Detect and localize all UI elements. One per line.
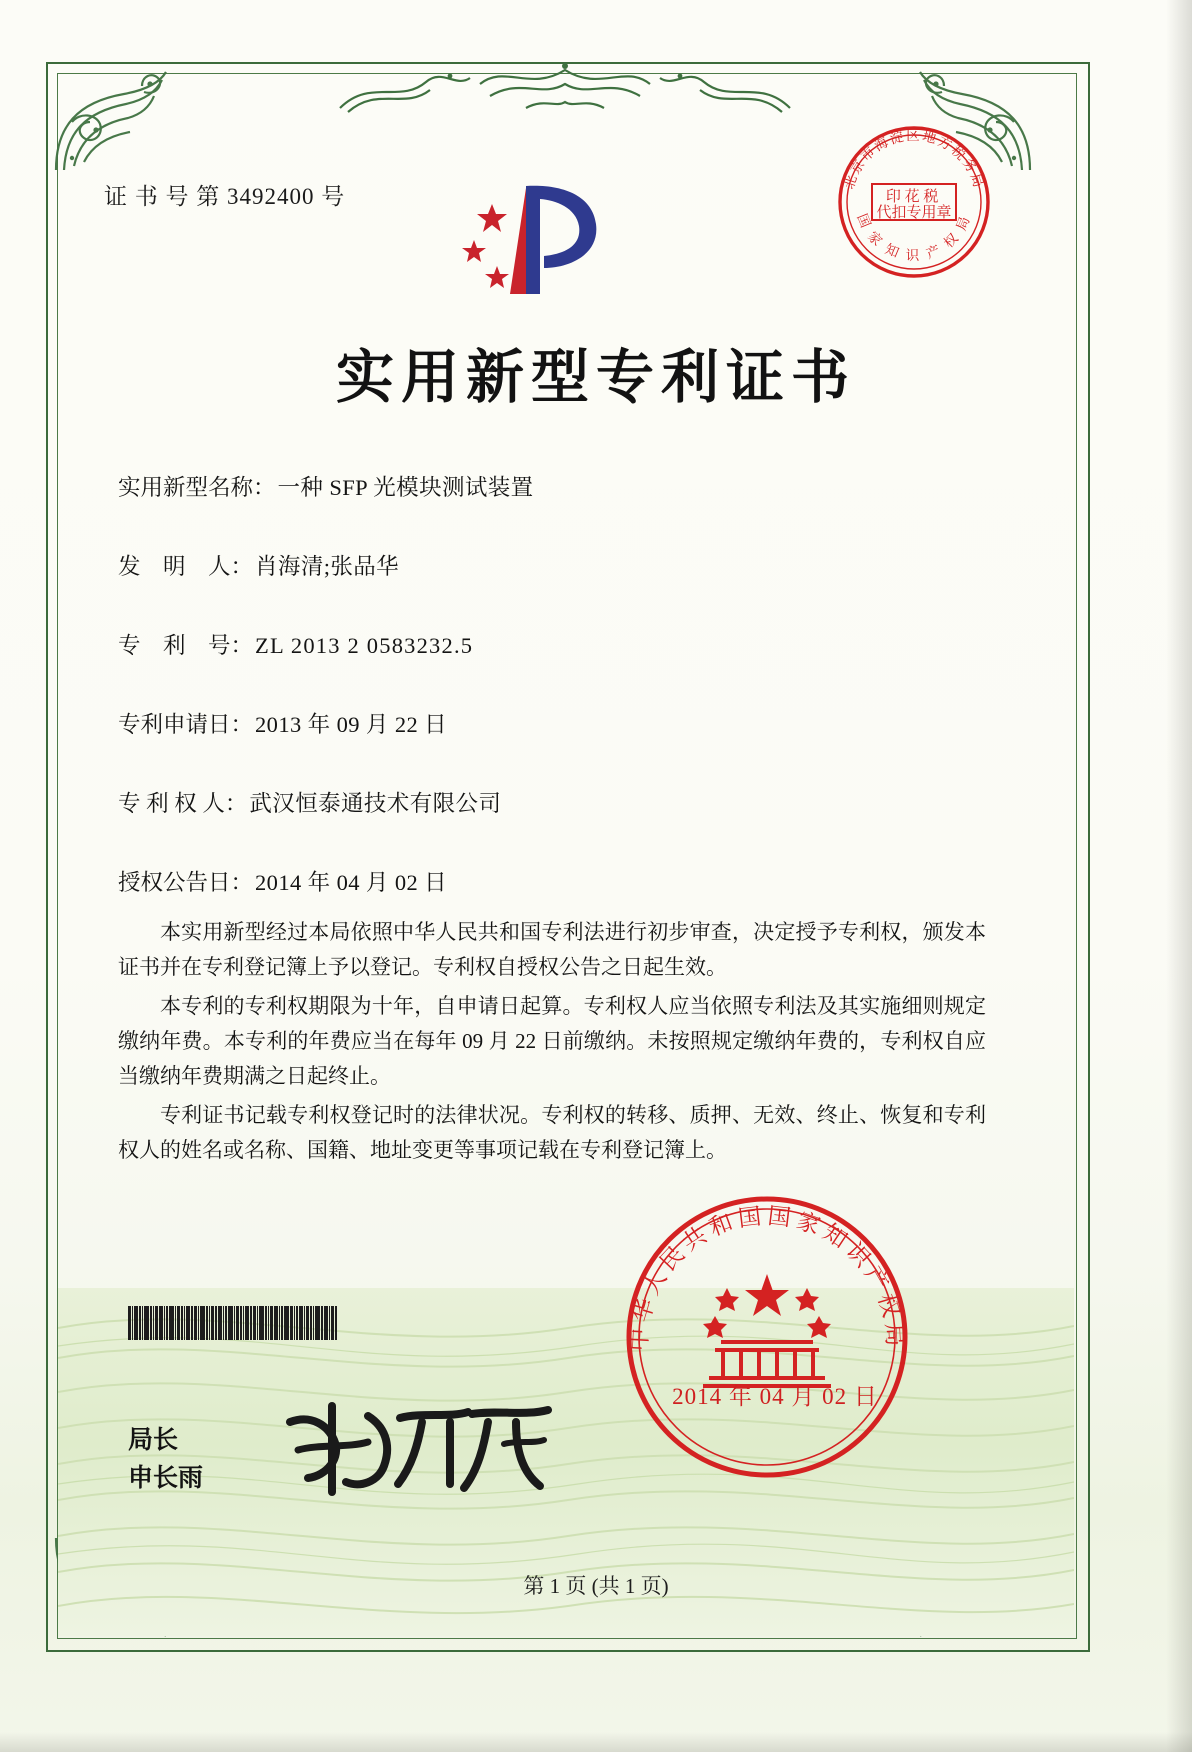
field-value: 2014 年 04 月 02 日 [255,870,448,895]
barcode-icon [128,1306,416,1340]
page-title: 实用新型专利证书 [335,343,856,411]
field-utility-model-name [118,470,998,502]
field-inventor [118,549,998,581]
field-patentee [118,786,998,818]
certificate-number: 证 书 号 第 3492400 号 [104,184,346,209]
national-seal-icon [622,1192,912,1482]
field-value: ZL 2013 2 0583232.5 [255,633,474,658]
field-grant-announcement-date [118,865,998,897]
scan-edge-bottom [0,1732,1192,1752]
seal-date: 2014 年 04 月 02 日 [672,1384,878,1409]
signature-title-line2: 申长雨 [128,1465,204,1492]
field-list [118,470,998,944]
tax-stamp-icon [832,120,996,284]
field-value: 肖海清;张品华 [255,554,400,579]
top-ornament-decoration [330,58,800,116]
svg-text:印 花 税 代扣专用章: 印 花 税 代扣专用章 [876,189,952,221]
page-number: 第 1 页 (共 1 页) [523,1574,669,1598]
corner-ornament-top-left [50,66,182,176]
field-label: 发 明 人： [118,554,254,579]
field-value: 一种 SFP 光模块测试装置 [277,475,534,500]
body-paragraph-2: 本专利的专利权期限为十年，自申请日起算。专利权人应当依照专利法及其实施细则规定缴纳年费。本专利的年费应当在每年 09 月 22 日前缴纳。未按照规定缴纳年费的，专利权自应当缴纳年费期满之日起终止。 [118,994,986,1088]
field-label: 授权公告日： [118,870,254,895]
field-application-date [118,707,998,739]
svg-text:中华人民共和国国家知识产权局: 中华人民共和国国家知识产权局 [626,1203,908,1352]
field-value: 武汉恒泰通技术有限公司 [249,791,502,816]
field-label: 专 利 权 人： [118,791,248,816]
handwritten-signature [272,1392,572,1512]
field-patent-number [118,628,998,660]
signature-title-line1: 局长 [128,1427,179,1454]
field-value: 2013 年 09 月 22 日 [255,712,448,737]
scan-edge-right [1166,0,1192,1752]
signature-title [128,1422,203,1498]
patent-logo-icon [440,168,640,308]
field-label: 专 利 号： [118,633,254,658]
svg-text:国 家 知 识 产 权 局: 国 家 知 识 产 权 局 [854,211,974,263]
field-label: 专利申请日： [118,712,254,737]
field-label: 实用新型名称： [118,475,276,500]
body-text [118,915,986,1172]
svg-text:北京市海淀区地方税务局: 北京市海淀区地方税务局 [841,128,987,191]
body-paragraph-3: 专利证书记载专利权登记时的法律状况。专利权的转移、质押、无效、终止、恢复和专利权人的姓名或名称、国籍、地址变更等事项记载在专利登记簿上。 [118,1103,986,1162]
body-paragraph-1: 本实用新型经过本局依照中华人民共和国专利法进行初步审查，决定授予专利权，颁发本证书并在专利登记簿上予以登记。专利权自授权公告之日起生效。 [118,920,986,979]
